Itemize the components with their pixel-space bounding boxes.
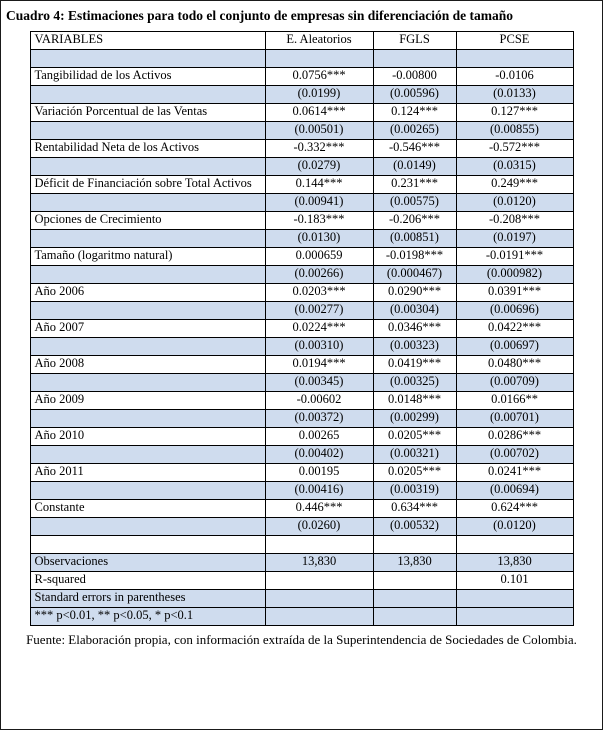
value-cell: 0.101 (456, 571, 573, 589)
value-cell: (0.00265) (373, 121, 456, 139)
value-cell: -0.183*** (265, 211, 373, 229)
value-cell: 0.0419*** (373, 355, 456, 373)
value-cell: (0.00416) (265, 481, 373, 499)
variable-cell (30, 301, 265, 319)
value-cell: (0.0260) (265, 517, 373, 535)
value-cell: -0.0191*** (456, 247, 573, 265)
table-row (30, 391, 573, 409)
variable-cell (30, 157, 265, 175)
value-cell: 0.0166** (456, 391, 573, 409)
variable-cell: Opciones de Crecimiento (30, 211, 265, 229)
value-cell: -0.332*** (265, 139, 373, 157)
value-cell (265, 589, 373, 607)
variable-cell (30, 445, 265, 463)
variable-cell: Año 2007 (30, 319, 265, 337)
table-row (30, 373, 573, 391)
value-cell: 0.446*** (265, 499, 373, 517)
value-cell: (0.00321) (373, 445, 456, 463)
value-cell: 0.0203*** (265, 283, 373, 301)
table-row (30, 463, 573, 481)
table-row (30, 607, 573, 625)
value-cell: 0.0346*** (373, 319, 456, 337)
table-title: Cuadro 4: Estimaciones para todo el conjunto de empresas sin diferenciación de tamaño (6, 8, 514, 23)
table-row (30, 535, 573, 553)
table-row (30, 229, 573, 247)
variable-cell: R-squared (30, 571, 265, 589)
variable-cell: Año 2011 (30, 463, 265, 481)
variable-cell: Tamaño (logaritmo natural) (30, 247, 265, 265)
value-cell (373, 571, 456, 589)
value-cell: (0.0279) (265, 157, 373, 175)
value-cell: 0.0148*** (373, 391, 456, 409)
value-cell: 0.0286*** (456, 427, 573, 445)
variable-cell: Variación Porcentual de las Ventas (30, 103, 265, 121)
value-cell: (0.00266) (265, 265, 373, 283)
table-row (30, 355, 573, 373)
value-cell: 0.144*** (265, 175, 373, 193)
value-cell: 0.0480*** (456, 355, 573, 373)
value-cell: (0.0120) (456, 193, 573, 211)
table-row (30, 85, 573, 103)
variable-cell: Tangibilidad de los Activos (30, 67, 265, 85)
table-row (30, 589, 573, 607)
value-cell (265, 607, 373, 625)
value-cell (456, 49, 573, 67)
value-cell (265, 49, 373, 67)
value-cell: (0.00709) (456, 373, 573, 391)
value-cell: 0.0756*** (265, 67, 373, 85)
value-cell: 13,830 (265, 553, 373, 571)
value-cell: 0.0290*** (373, 283, 456, 301)
table-row (30, 121, 573, 139)
variable-cell: Observaciones (30, 553, 265, 571)
variable-cell: Año 2008 (30, 355, 265, 373)
variable-cell (30, 265, 265, 283)
value-cell: 0.00195 (265, 463, 373, 481)
table-row (30, 319, 573, 337)
value-cell: (0.00532) (373, 517, 456, 535)
value-cell: (0.0130) (265, 229, 373, 247)
value-cell: 0.0614*** (265, 103, 373, 121)
variable-cell (30, 49, 265, 67)
variable-cell: Rentabilidad Neta de los Activos (30, 139, 265, 157)
value-cell: (0.00575) (373, 193, 456, 211)
value-cell: 0.231*** (373, 175, 456, 193)
table-row (30, 247, 573, 265)
value-cell: 0.249*** (456, 175, 573, 193)
value-cell: 0.0205*** (373, 463, 456, 481)
variable-cell (30, 373, 265, 391)
value-cell: (0.000467) (373, 265, 456, 283)
value-cell (373, 49, 456, 67)
variable-cell: Año 2006 (30, 283, 265, 301)
value-cell: -0.0198*** (373, 247, 456, 265)
value-cell: 0.000659 (265, 247, 373, 265)
value-cell: (0.00323) (373, 337, 456, 355)
value-cell (265, 535, 373, 553)
table-row (30, 571, 573, 589)
variable-cell (30, 193, 265, 211)
value-cell: 0.634*** (373, 499, 456, 517)
variable-cell: Déficit de Financiación sobre Total Activos (30, 175, 265, 193)
value-cell: (0.00501) (265, 121, 373, 139)
table-row (30, 283, 573, 301)
value-cell: (0.00319) (373, 481, 456, 499)
header-pcse: PCSE (456, 31, 573, 49)
variable-cell (30, 121, 265, 139)
value-cell: (0.0149) (373, 157, 456, 175)
value-cell: 0.124*** (373, 103, 456, 121)
value-cell: (0.00345) (265, 373, 373, 391)
table-row (30, 409, 573, 427)
table-row (30, 337, 573, 355)
value-cell: (0.00277) (265, 301, 373, 319)
variable-cell (30, 85, 265, 103)
value-cell (456, 535, 573, 553)
variable-cell: *** p<0.01, ** p<0.05, * p<0.1 (30, 607, 265, 625)
variable-cell: Año 2009 (30, 391, 265, 409)
value-cell: (0.00697) (456, 337, 573, 355)
value-cell (456, 589, 573, 607)
header-e-aleatorios: E. Aleatorios (265, 31, 373, 49)
table-row (30, 301, 573, 319)
value-cell: (0.000982) (456, 265, 573, 283)
value-cell: (0.0120) (456, 517, 573, 535)
value-cell: -0.572*** (456, 139, 573, 157)
value-cell: 0.0194*** (265, 355, 373, 373)
table-row (30, 211, 573, 229)
variable-cell (30, 481, 265, 499)
table-row (30, 139, 573, 157)
results-table (30, 31, 574, 626)
table-row (30, 427, 573, 445)
value-cell: 0.0205*** (373, 427, 456, 445)
table-row (30, 157, 573, 175)
table-row (30, 265, 573, 283)
variable-cell (30, 517, 265, 535)
table-row (30, 103, 573, 121)
value-cell (373, 589, 456, 607)
value-cell: (0.00941) (265, 193, 373, 211)
value-cell: (0.00702) (456, 445, 573, 463)
variable-cell (30, 409, 265, 427)
value-cell: (0.00696) (456, 301, 573, 319)
value-cell: (0.00701) (456, 409, 573, 427)
value-cell: 0.0422*** (456, 319, 573, 337)
table-row (30, 445, 573, 463)
value-cell: -0.00800 (373, 67, 456, 85)
value-cell: -0.0106 (456, 67, 573, 85)
value-cell: (0.00372) (265, 409, 373, 427)
value-cell: 0.0241*** (456, 463, 573, 481)
value-cell: -0.208*** (456, 211, 573, 229)
value-cell: (0.00325) (373, 373, 456, 391)
value-cell: (0.00596) (373, 85, 456, 103)
value-cell: 0.0391*** (456, 283, 573, 301)
value-cell: (0.0199) (265, 85, 373, 103)
variable-cell (30, 229, 265, 247)
variable-cell: Standard errors in parentheses (30, 589, 265, 607)
value-cell: (0.00402) (265, 445, 373, 463)
value-cell: 0.00265 (265, 427, 373, 445)
value-cell (265, 571, 373, 589)
value-cell: (0.00299) (373, 409, 456, 427)
variable-cell: Año 2010 (30, 427, 265, 445)
variable-cell (30, 535, 265, 553)
value-cell: -0.00602 (265, 391, 373, 409)
table-row (30, 499, 573, 517)
value-cell: (0.00304) (373, 301, 456, 319)
table-header-row (30, 31, 573, 49)
value-cell: 0.624*** (456, 499, 573, 517)
table-row (30, 193, 573, 211)
table-row (30, 517, 573, 535)
value-cell: 0.127*** (456, 103, 573, 121)
value-cell: (0.0315) (456, 157, 573, 175)
variable-cell (30, 337, 265, 355)
value-cell: -0.546*** (373, 139, 456, 157)
header-variables: VARIABLES (30, 31, 265, 49)
table-row (30, 553, 573, 571)
table-row (30, 49, 573, 67)
table-row (30, 481, 573, 499)
value-cell (373, 535, 456, 553)
source-note: Fuente: Elaboración propia, con información extraída de la Superintendencia de Sociedades de Colombia. (26, 631, 577, 647)
value-cell: -0.206*** (373, 211, 456, 229)
value-cell: 0.0224*** (265, 319, 373, 337)
value-cell: (0.00694) (456, 481, 573, 499)
header-fgls: FGLS (373, 31, 456, 49)
value-cell: (0.0197) (456, 229, 573, 247)
value-cell: (0.00310) (265, 337, 373, 355)
table-row (30, 67, 573, 85)
value-cell: 13,830 (456, 553, 573, 571)
variable-cell: Constante (30, 499, 265, 517)
value-cell (373, 607, 456, 625)
table-row (30, 175, 573, 193)
value-cell: (0.00851) (373, 229, 456, 247)
value-cell: 13,830 (373, 553, 456, 571)
value-cell: (0.00855) (456, 121, 573, 139)
value-cell (456, 607, 573, 625)
value-cell: (0.0133) (456, 85, 573, 103)
